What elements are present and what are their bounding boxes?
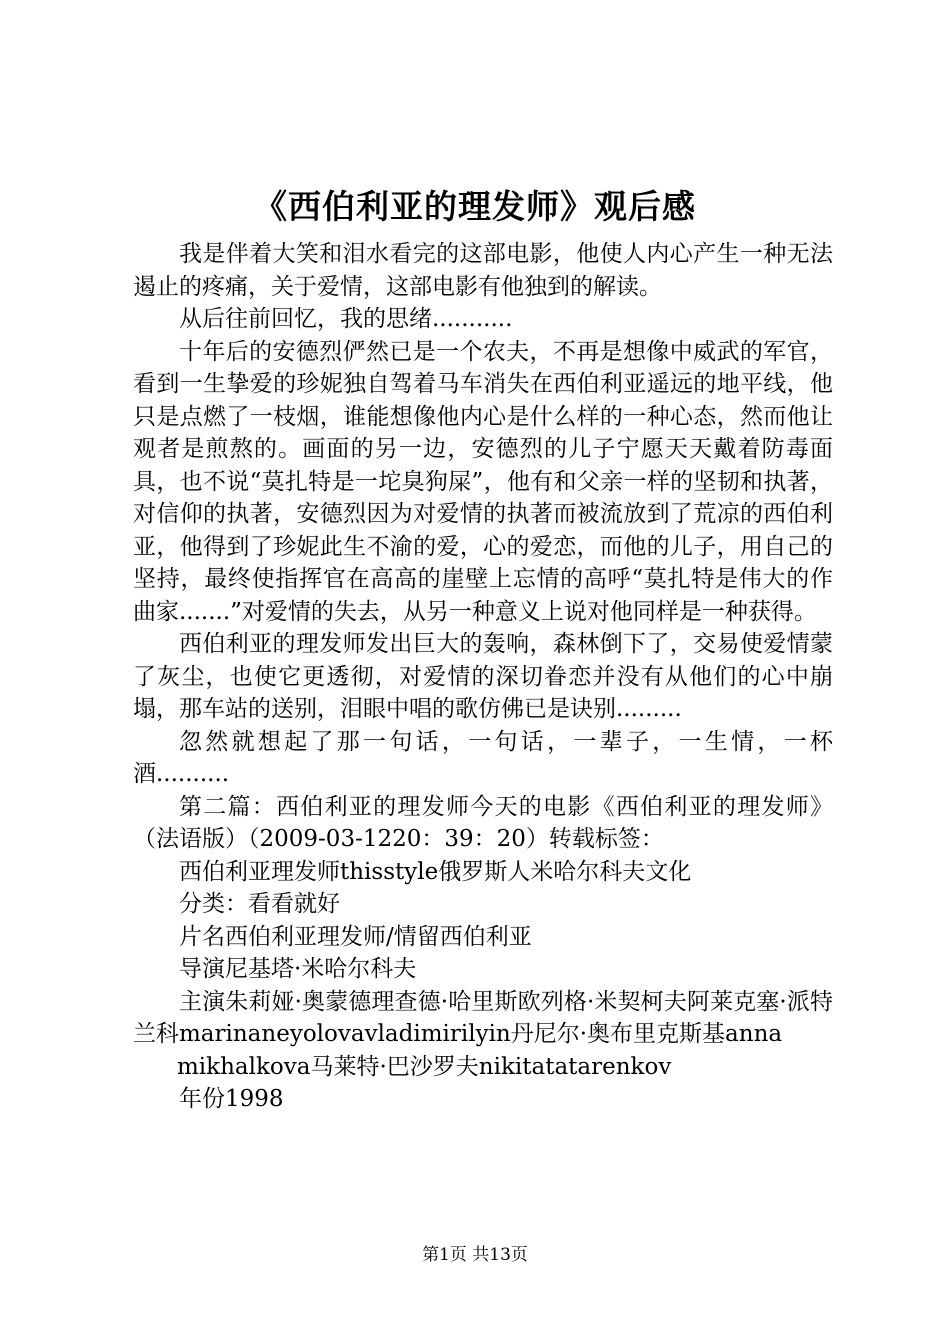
film-title-line: 片名西伯利亚理发师/情留西伯利亚 (179, 923, 532, 950)
year-line: 年份1998 (179, 1086, 284, 1112)
paragraph: 第二篇：西伯利亚的理发师今天的电影《西伯利亚的理发师》（法语版）（2009-03-1220：39：20）转载标签： (133, 793, 833, 852)
page-footer: 第1页 共13页 (422, 1245, 528, 1265)
category-line: 分类：看看就好 (179, 891, 340, 917)
paragraph: 西伯利亚的理发师发出巨大的轰响，森林倒下了，交易使爱情蒙了灰尘，也使它更透彻，对爱情的深切眷恋并没有从他们的心中崩塌，那车站的送别，泪眼中唱的歌仿佛已是诀别......... (133, 631, 833, 722)
paragraph: 我是伴着大笑和泪水看完的这部电影，他使人内心产生一种无法遏止的疼痛，关于爱情，这部电影有他独到的解读。 (133, 241, 833, 300)
tags-line: 西伯利亚理发师thisstyle俄罗斯人米哈尔科夫文化 (179, 858, 692, 885)
director-line: 导演尼基塔·米哈尔科夫 (179, 956, 417, 982)
paragraph: 从后往前回忆，我的思绪........... (179, 306, 513, 332)
cast-line-continued: mikhalkova马莱特·巴沙罗夫nikitatatarenkov (177, 1053, 672, 1080)
document-title: 《西伯利亚的理发师》观后感 (254, 187, 696, 226)
document-body (133, 238, 833, 1116)
paragraph: 忽然就想起了那一句话，一句话，一辈子，一生情，一杯酒.......... (133, 728, 833, 787)
paragraph: 十年后的安德烈俨然已是一个农夫，不再是想像中威武的军官，看到一生挚爱的珍妮独自驾着马车消失在西伯利亚遥远的地平线，他只是点燃了一枝烟，谁能想像他内心是什么样的一种心态，然而他让观者是煎熬的。画面的另一边，安德烈的儿子宁愿天天戴着防毒面具，也不说“莫扎特是一坨臭狗屎”，他有和父亲一样的坚韧和执著，对信仰的执著，安德烈因为对爱情的执著而被流放到了荒凉的西伯利亚，他得到了珍妮此生不渝的爱，心的爱恋，而他的儿子，用自己的坚持，最终使指挥官在高高的崖壁上忘情的高呼“莫扎特是伟大的作曲家.......”对爱情的失去，从另一种意义上说对他同样是一种获得。 (133, 338, 833, 625)
cast-line: 主演朱莉娅·奥蒙德理查德·哈里斯欧列格·米契柯夫阿莱克塞·派特兰科marinaneyolovavladimirilyin丹尼尔·奥布里克斯基anna (133, 988, 833, 1047)
